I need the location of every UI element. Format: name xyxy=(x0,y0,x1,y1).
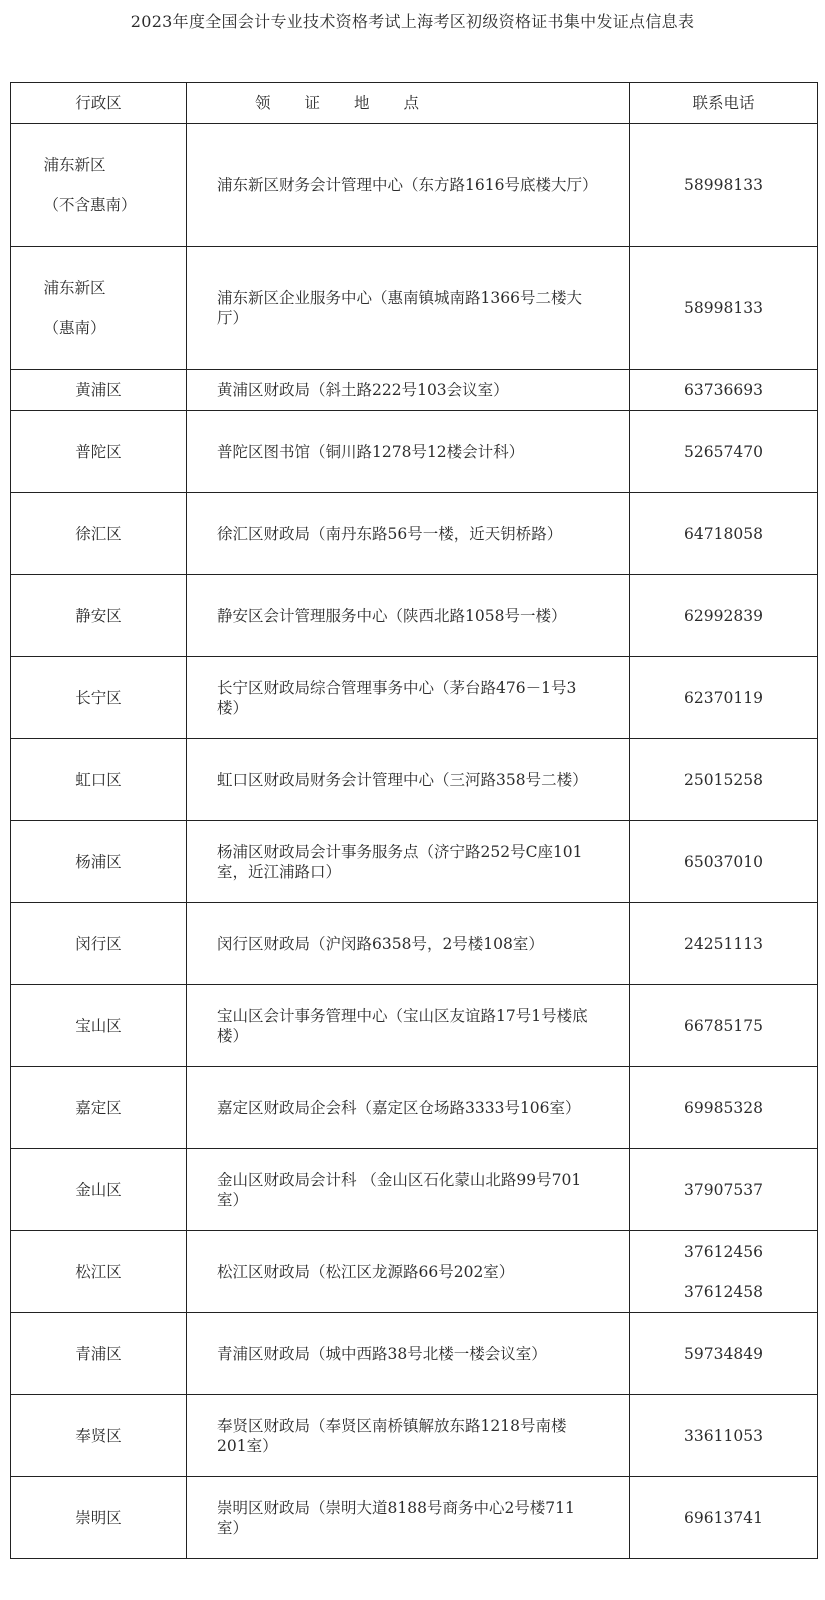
phone-number-secondary: 37612458 xyxy=(684,1282,763,1301)
phone-cell: 24251113 xyxy=(630,903,818,985)
table-row xyxy=(11,124,818,247)
phone-cell: 69613741 xyxy=(630,1477,818,1559)
page-title: 2023年度全国会计专业技术资格考试上海考区初级资格证书集中发证点信息表 xyxy=(130,12,695,31)
phone-cell: 65037010 xyxy=(630,821,818,903)
phone-number: 37612456 xyxy=(684,1242,763,1261)
address-cell: 杨浦区财政局会计事务服务点（济宁路252号C座101室，近江浦路口） xyxy=(187,821,630,903)
table-row xyxy=(11,739,818,821)
district-cell: 虹口区 xyxy=(11,739,187,821)
district-cell: 浦东新区 （不含惠南） xyxy=(43,156,137,214)
header-phone: 联系电话 xyxy=(630,83,818,124)
certificate-location-table xyxy=(10,82,818,1559)
address-cell: 金山区财政局会计科 （金山区石化蒙山北路99号701室） xyxy=(187,1149,630,1231)
table-row xyxy=(11,1477,818,1559)
district-cell: 闵行区 xyxy=(11,903,187,985)
district-cell: 浦东新区 （惠南） xyxy=(43,279,153,337)
table-header-row xyxy=(11,83,818,124)
phone-cell: 59734849 xyxy=(630,1313,818,1395)
address-cell: 宝山区会计事务管理中心（宝山区友谊路17号1号楼底楼） xyxy=(187,985,630,1067)
phone-cell: 62992839 xyxy=(630,575,818,657)
table-row xyxy=(11,247,818,370)
district-cell: 崇明区 xyxy=(11,1477,187,1559)
table-row xyxy=(11,1313,818,1395)
district-cell: 静安区 xyxy=(11,575,187,657)
address-cell: 徐汇区财政局（南丹东路56号一楼，近天钥桥路） xyxy=(187,493,630,575)
district-cell: 金山区 xyxy=(11,1149,187,1231)
address-cell: 浦东新区企业服务中心（惠南镇城南路1366号二楼大厅） xyxy=(187,247,630,370)
address-cell: 嘉定区财政局企会科（嘉定区仓场路3333号106室） xyxy=(187,1067,630,1149)
address-cell: 浦东新区财务会计管理中心（东方路1616号底楼大厅） xyxy=(187,124,630,247)
table-row xyxy=(11,575,818,657)
address-cell: 黄浦区财政局（斜土路222号103会议室） xyxy=(187,370,630,411)
district-cell: 青浦区 xyxy=(11,1313,187,1395)
table-row xyxy=(11,985,818,1067)
phone-cell: 25015258 xyxy=(630,739,818,821)
phone-cell: 66785175 xyxy=(630,985,818,1067)
table-row xyxy=(11,1231,818,1313)
table-row xyxy=(11,493,818,575)
district-cell: 杨浦区 xyxy=(11,821,187,903)
phone-cell: 58998133 xyxy=(630,124,818,247)
address-cell: 普陀区图书馆（铜川路1278号12楼会计科） xyxy=(187,411,630,493)
header-address: 领 证 地 点 xyxy=(187,83,630,124)
phone-cell: 64718058 xyxy=(630,493,818,575)
table-row xyxy=(11,1395,818,1477)
district-cell: 徐汇区 xyxy=(11,493,187,575)
district-cell: 长宁区 xyxy=(11,657,187,739)
address-cell: 闵行区财政局（沪闵路6358号，2号楼108室） xyxy=(187,903,630,985)
table-row xyxy=(11,411,818,493)
district-cell: 黄浦区 xyxy=(11,370,187,411)
table-row xyxy=(11,821,818,903)
table-row xyxy=(11,657,818,739)
phone-cell: 52657470 xyxy=(630,411,818,493)
phone-cell: 33611053 xyxy=(630,1395,818,1477)
table-row xyxy=(11,1067,818,1149)
district-cell: 普陀区 xyxy=(11,411,187,493)
phone-cell: 62370119 xyxy=(630,657,818,739)
phone-cell: 69985328 xyxy=(630,1067,818,1149)
district-cell: 宝山区 xyxy=(11,985,187,1067)
phone-cell xyxy=(630,1231,818,1313)
district-cell: 嘉定区 xyxy=(11,1067,187,1149)
phone-cell: 63736693 xyxy=(630,370,818,411)
address-cell: 长宁区财政局综合管理事务中心（茅台路476－1号3楼） xyxy=(187,657,630,739)
address-cell: 虹口区财政局财务会计管理中心（三河路358号二楼） xyxy=(187,739,630,821)
table-row xyxy=(11,1149,818,1231)
address-cell: 崇明区财政局（崇明大道8188号商务中心2号楼711室） xyxy=(187,1477,630,1559)
phone-cell: 37907537 xyxy=(630,1149,818,1231)
address-cell: 松江区财政局（松江区龙源路66号202室） xyxy=(187,1231,630,1313)
address-cell: 静安区会计管理服务中心（陕西北路1058号一楼） xyxy=(187,575,630,657)
table-row xyxy=(11,903,818,985)
table-row xyxy=(11,370,818,411)
address-cell: 青浦区财政局（城中西路38号北楼一楼会议室） xyxy=(187,1313,630,1395)
header-district: 行政区 xyxy=(11,83,187,124)
district-cell: 松江区 xyxy=(11,1231,187,1313)
district-cell: 奉贤区 xyxy=(11,1395,187,1477)
address-cell: 奉贤区财政局（奉贤区南桥镇解放东路1218号南楼201室） xyxy=(187,1395,630,1477)
phone-cell: 58998133 xyxy=(630,247,818,370)
